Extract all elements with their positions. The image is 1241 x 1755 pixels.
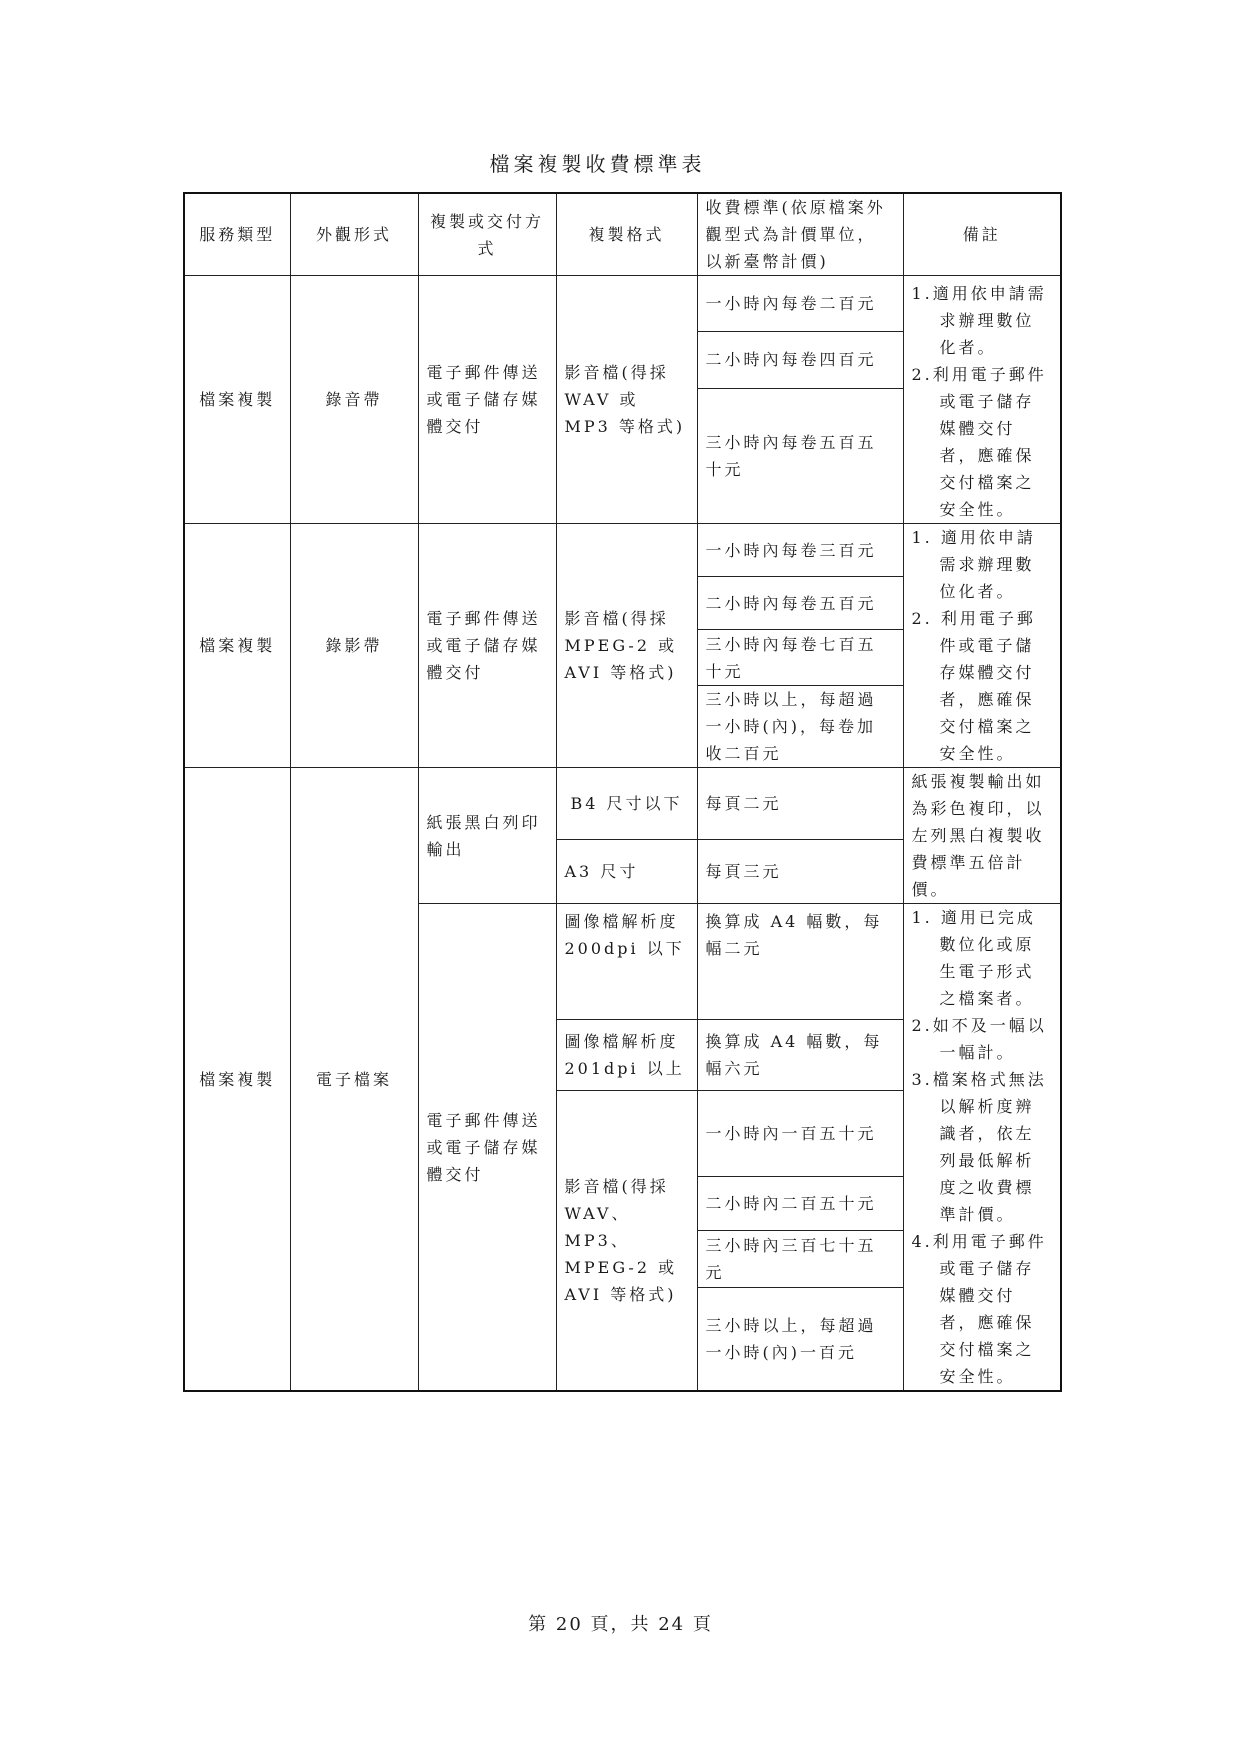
video-note-2: 2. 利用電子郵件或電子儲存媒體交付者，應確保交付檔案之安全性。	[911, 609, 1036, 763]
paper-delivery: 紙張黑白列印輸出	[418, 768, 556, 904]
audio-format: 影音檔(得採 WAV 或 MP3 等格式)	[556, 276, 697, 524]
digital-note-2: 2.如不及一幅以一幅計。	[911, 1016, 1047, 1062]
audio-fee-3: 三小時內每卷五百五十元	[697, 388, 903, 524]
paper-fee-a3: 每頁三元	[697, 839, 903, 903]
audio-fee-2: 二小時內每卷四百元	[697, 332, 903, 388]
audio-service: 檔案複製	[184, 276, 290, 524]
video-fee-2: 二小時內每卷五百元	[697, 577, 903, 630]
paper-format-a3: A3 尺寸	[556, 839, 697, 903]
video-note-1: 1. 適用依申請需求辦理數位化者。	[911, 528, 1036, 601]
video-appearance: 錄影帶	[290, 524, 418, 768]
header-row	[184, 193, 1061, 276]
document-title: 檔案複製收費標準表	[489, 152, 706, 176]
header-delivery: 複製或交付方式	[418, 193, 556, 276]
image-format-201: 圖像檔解析度 201dpi 以上	[556, 1020, 697, 1091]
video-format: 影音檔(得採 MPEG-2 或 AVI 等格式)	[556, 524, 697, 768]
video-fee-4: 三小時以上，每超過一小時(內)，每卷加收二百元	[697, 685, 903, 767]
video-delivery: 電子郵件傳送或電子儲存媒體交付	[418, 524, 556, 768]
table-row	[184, 524, 1061, 577]
image-fee-201: 換算成 A4 幅數，每幅六元	[697, 1020, 903, 1091]
paper-note: 紙張複製輸出如為彩色複印，以左列黑白複製收費標準五倍計價。	[903, 768, 1061, 904]
audio-note-1: 1.適用依申請需求辦理數位化者。	[911, 284, 1047, 357]
audio-fee-1: 一小時內每卷二百元	[697, 276, 903, 332]
video-notes	[903, 524, 1061, 768]
digital-note-1: 1. 適用已完成數位化或原生電子形式之檔案者。	[911, 908, 1036, 1008]
video-fee-3: 三小時內每卷七百五十元	[697, 630, 903, 685]
header-notes: 備註	[903, 193, 1061, 276]
audio-appearance: 錄音帶	[290, 276, 418, 524]
digital-notes	[903, 904, 1061, 1392]
av-fee-3: 三小時內三百七十五元	[697, 1230, 903, 1287]
paper-fee-b4: 每頁二元	[697, 768, 903, 840]
table-row	[184, 276, 1061, 332]
av-fee-4: 三小時以上，每超過一小時(內)一百元	[697, 1287, 903, 1391]
electronic-appearance: 電子檔案	[290, 768, 418, 1392]
header-service-type: 服務類型	[184, 193, 290, 276]
paper-format-b4: B4 尺寸以下	[556, 768, 697, 840]
audio-notes	[903, 276, 1061, 524]
image-format-200: 圖像檔解析度 200dpi 以下	[556, 904, 697, 1020]
digital-note-3: 3.檔案格式無法以解析度辨識者，依左列最低解析度之收費標準計價。	[911, 1070, 1047, 1224]
header-appearance: 外觀形式	[290, 193, 418, 276]
header-format: 複製格式	[556, 193, 697, 276]
audio-delivery: 電子郵件傳送或電子儲存媒體交付	[418, 276, 556, 524]
av-fee-1: 一小時內一百五十元	[697, 1091, 903, 1177]
header-fee: 收費標準(依原檔案外觀型式為計價單位，以新臺幣計價)	[697, 193, 903, 276]
audio-note-2: 2.利用電子郵件或電子儲存媒體交付者，應確保交付檔案之安全性。	[911, 365, 1047, 519]
digital-delivery: 電子郵件傳送或電子儲存媒體交付	[418, 904, 556, 1392]
page-number: 第 20 頁，共 24 頁	[528, 1614, 713, 1635]
av-format: 影音檔(得採 WAV、MP3、MPEG-2 或 AVI 等格式)	[556, 1091, 697, 1392]
video-fee-1: 一小時內每卷三百元	[697, 524, 903, 577]
digital-note-4: 4.利用電子郵件或電子儲存媒體交付者，應確保交付檔案之安全性。	[911, 1232, 1047, 1386]
fee-standard-table	[183, 192, 1062, 1392]
electronic-service: 檔案複製	[184, 768, 290, 1392]
av-fee-2: 二小時內二百五十元	[697, 1176, 903, 1230]
video-service: 檔案複製	[184, 524, 290, 768]
image-fee-200: 換算成 A4 幅數，每幅二元	[697, 904, 903, 1020]
table-row	[184, 768, 1061, 840]
